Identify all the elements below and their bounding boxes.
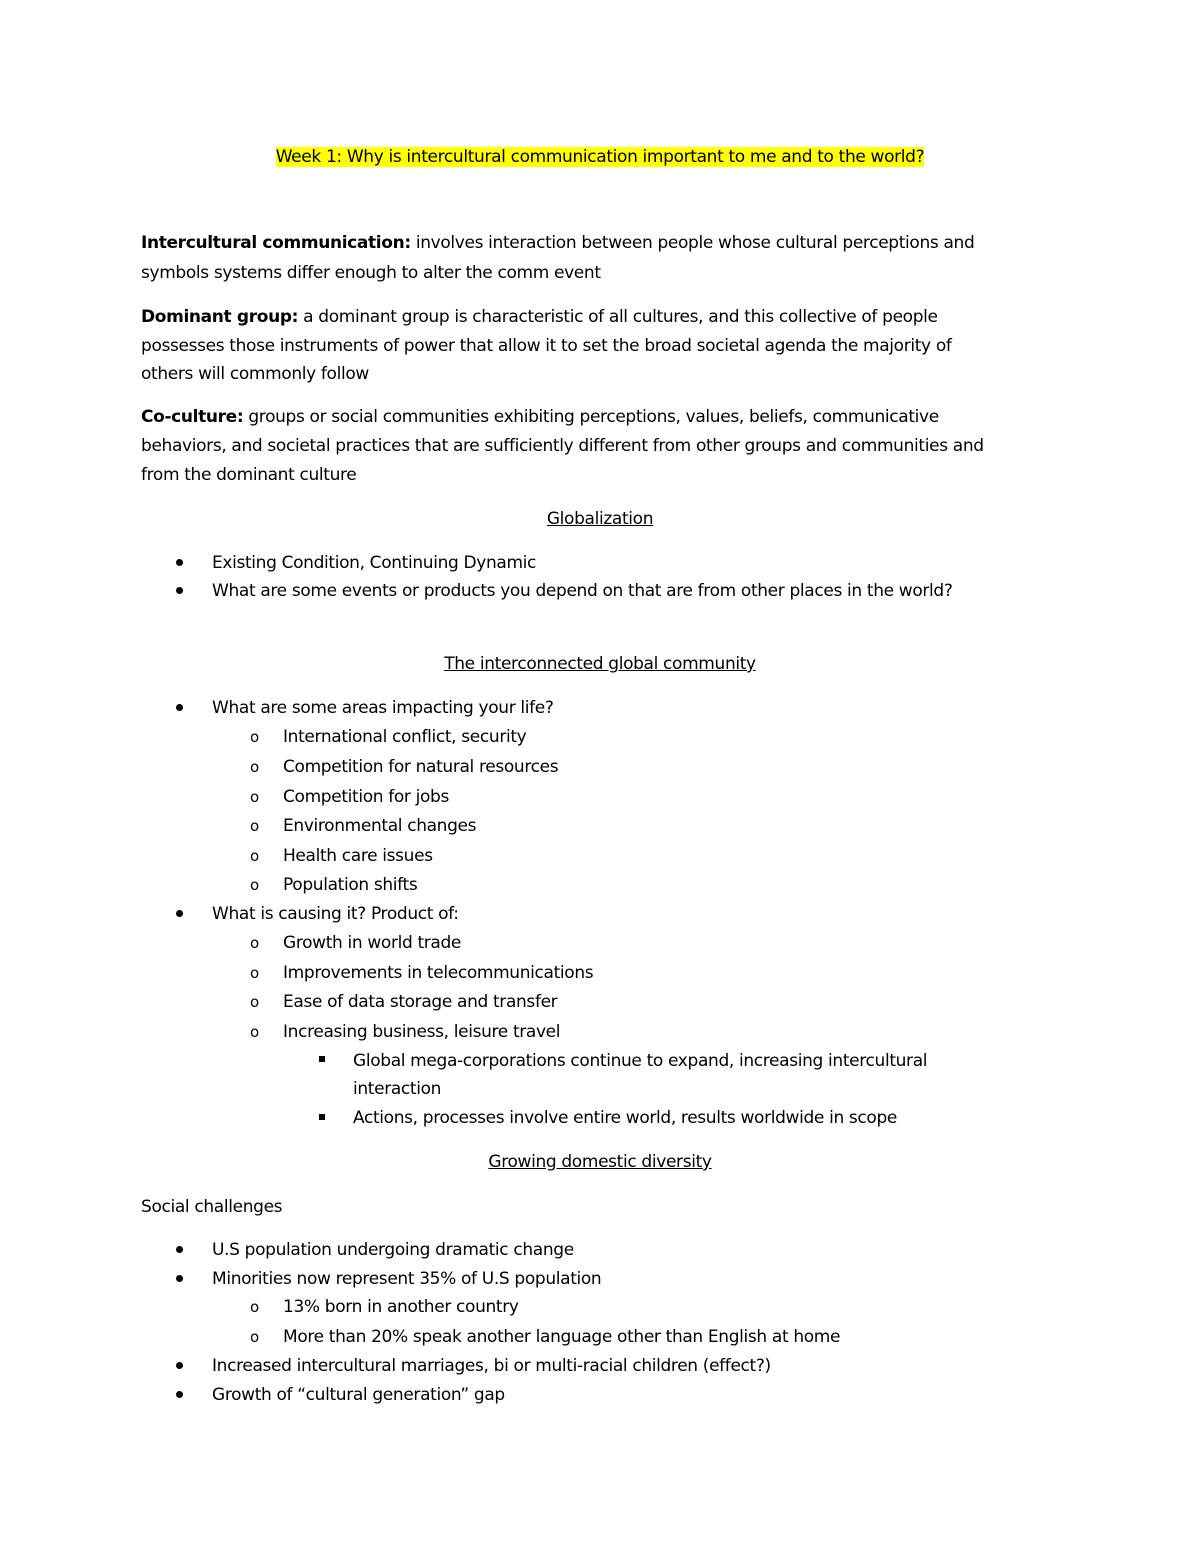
definition-co-culture — [141, 405, 939, 429]
sub-list-item: More than 20% speak another language other than English at home — [283, 1327, 841, 1347]
sub-list-item: Health care issues — [283, 846, 433, 866]
sub-list-item: Competition for natural resources — [283, 757, 559, 777]
sub-bullet-icon: o — [250, 817, 260, 835]
sub-bullet-icon: o — [250, 788, 260, 806]
definition-text: groups or social communities exhibiting perceptions, values, beliefs, communicative — [243, 407, 939, 427]
sub-bullet-icon: o — [250, 847, 260, 865]
sub-list-item: Ease of data storage and transfer — [283, 992, 558, 1012]
list-item: What is causing it? Product of: — [212, 904, 459, 924]
list-item: Minorities now represent 35% of U.S population — [212, 1269, 602, 1289]
sub-bullet-icon: o — [250, 876, 260, 894]
sub-list-item: Environmental changes — [283, 816, 477, 836]
square-bullet-icon — [319, 1056, 325, 1062]
section-heading-globalization: Globalization — [546, 509, 654, 529]
section-heading-diversity: Growing domestic diversity — [488, 1152, 712, 1172]
sub-bullet-icon: o — [250, 1023, 260, 1041]
section-label: Social challenges — [141, 1197, 283, 1217]
page-title-line — [0, 145, 1200, 169]
definition-dominant-group — [141, 305, 938, 329]
sub-sub-list-item: Global mega-corporations continue to expand, increasing intercultural — [353, 1051, 928, 1071]
definition-text-line: possesses those instruments of power that allow it to set the broad societal agenda the majority of — [141, 336, 952, 356]
definition-term: Dominant group: — [141, 307, 299, 327]
bullet-icon — [176, 1275, 183, 1282]
definition-text-line: behaviors, and societal practices that are sufficiently different from other groups and communities and — [141, 436, 984, 456]
definition-text: involves interaction between people whose cultural perceptions and — [410, 233, 975, 253]
sub-list-item: Competition for jobs — [283, 787, 449, 807]
sub-sub-list-item: Actions, processes involve entire world, results worldwide in scope — [353, 1108, 898, 1128]
sub-bullet-icon: o — [250, 993, 260, 1011]
section-heading-interconnected: The interconnected global community — [444, 654, 756, 674]
sub-bullet-icon: o — [250, 1298, 260, 1316]
sub-bullet-icon: o — [250, 1328, 260, 1346]
definition-text-line: symbols systems differ enough to alter the comm event — [141, 263, 601, 283]
definition-text-line: others will commonly follow — [141, 364, 369, 384]
list-item: U.S population undergoing dramatic change — [212, 1240, 574, 1260]
definition-text: a dominant group is characteristic of all cultures, and this collective of people — [298, 307, 938, 327]
bullet-icon — [176, 559, 183, 566]
bullet-icon — [176, 1246, 183, 1253]
definition-text-line: from the dominant culture — [141, 465, 357, 485]
list-item: What are some events or products you depend on that are from other places in the world? — [212, 581, 953, 601]
definition-intercultural — [141, 231, 974, 255]
sub-bullet-icon: o — [250, 728, 260, 746]
bullet-icon — [176, 1391, 183, 1398]
sub-bullet-icon: o — [250, 964, 260, 982]
sub-list-item: 13% born in another country — [283, 1297, 519, 1317]
list-item: Growth of “cultural generation” gap — [212, 1385, 505, 1405]
page-title: Week 1: Why is intercultural communication important to me and to the world? — [275, 147, 925, 167]
sub-list-item: Improvements in telecommunications — [283, 963, 594, 983]
sub-bullet-icon: o — [250, 934, 260, 952]
sub-bullet-icon: o — [250, 758, 260, 776]
list-item: Existing Condition, Continuing Dynamic — [212, 553, 537, 573]
bullet-icon — [176, 1362, 183, 1369]
sub-list-item: Growth in world trade — [283, 933, 462, 953]
sub-list-item: Increasing business, leisure travel — [283, 1022, 561, 1042]
sub-list-item: Population shifts — [283, 875, 418, 895]
square-bullet-icon — [319, 1114, 325, 1120]
list-item: What are some areas impacting your life? — [212, 698, 554, 718]
list-item: Increased intercultural marriages, bi or multi-racial children (effect?) — [212, 1356, 771, 1376]
sub-list-item: International conflict, security — [283, 727, 527, 747]
bullet-icon — [176, 587, 183, 594]
definition-term: Intercultural communication: — [141, 233, 411, 253]
bullet-icon — [176, 910, 183, 917]
definition-term: Co-culture: — [141, 407, 244, 427]
bullet-icon — [176, 704, 183, 711]
sub-sub-list-item-continued: interaction — [353, 1079, 442, 1099]
